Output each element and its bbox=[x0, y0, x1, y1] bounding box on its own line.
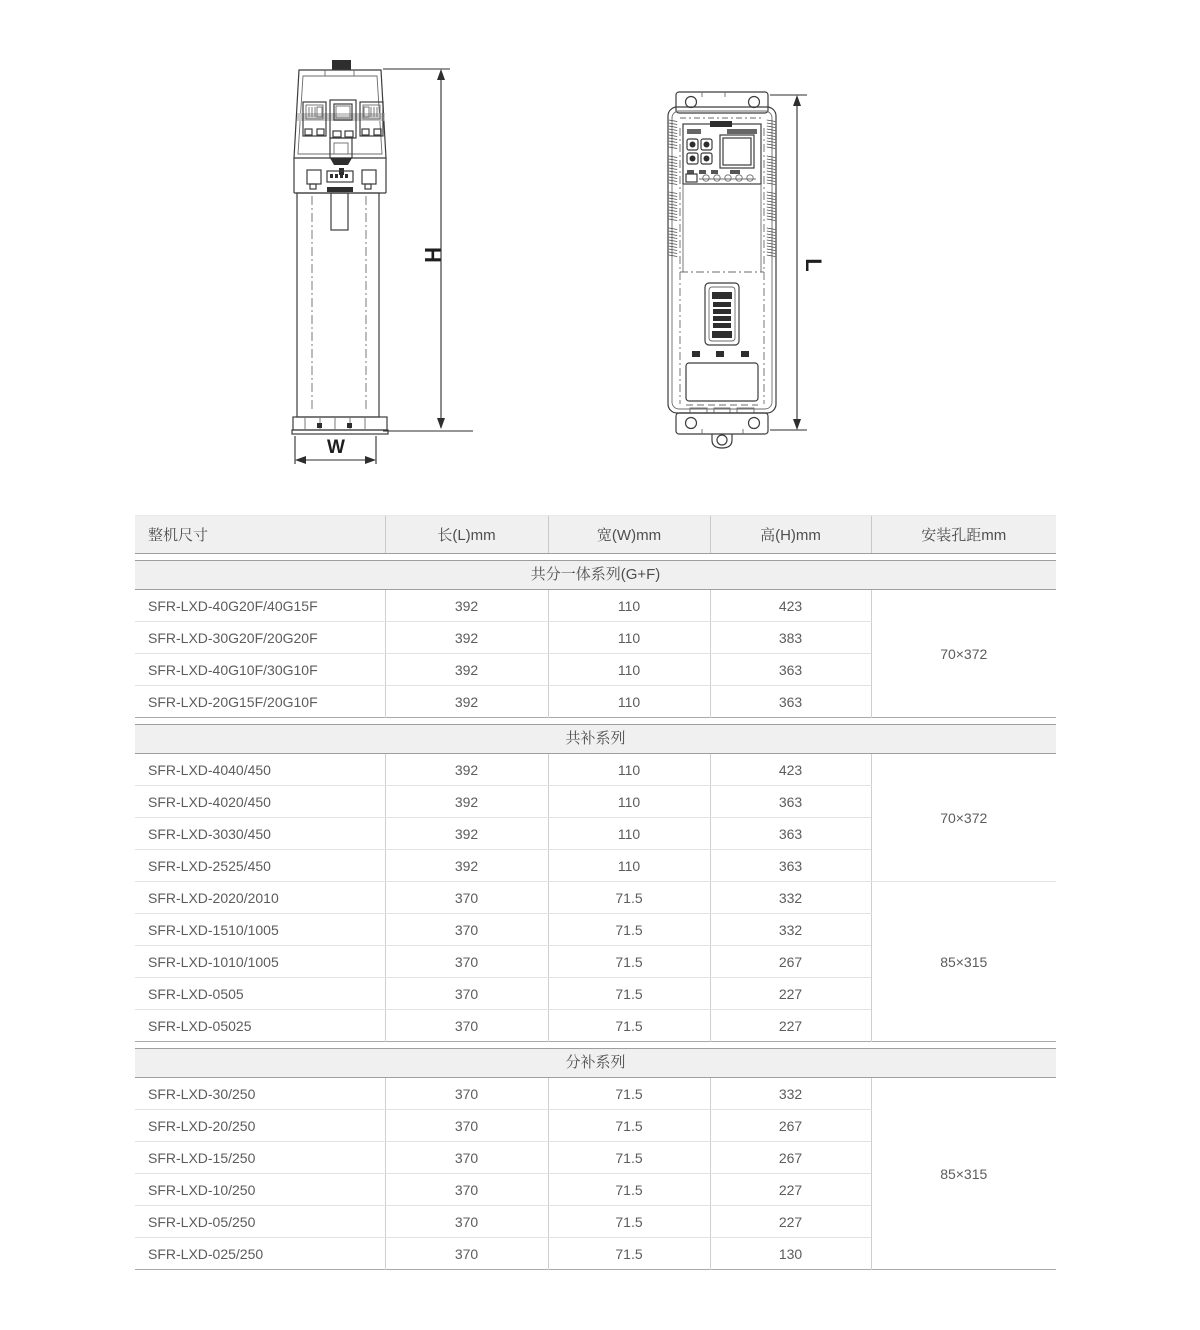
height-cell: 332 bbox=[710, 914, 871, 946]
model-cell: SFR-LXD-30G20F/20G20F bbox=[135, 622, 385, 654]
height-cell: 227 bbox=[710, 1010, 871, 1042]
width-cell: 110 bbox=[548, 786, 710, 818]
mounting-distance-cell: 70×372 bbox=[871, 754, 1056, 882]
section-table bbox=[135, 590, 1056, 718]
length-cell: 370 bbox=[385, 1206, 548, 1238]
width-cell: 110 bbox=[548, 590, 710, 622]
height-cell: 227 bbox=[710, 978, 871, 1010]
height-cell: 363 bbox=[710, 850, 871, 882]
width-cell: 110 bbox=[548, 754, 710, 786]
model-cell: SFR-LXD-025/250 bbox=[148, 1245, 264, 1262]
width-cell: 110 bbox=[548, 686, 710, 718]
top-tab bbox=[332, 60, 351, 70]
length-label: L bbox=[801, 258, 826, 272]
length-cell: 370 bbox=[385, 1174, 548, 1206]
height-cell: 363 bbox=[710, 654, 871, 686]
width-cell: 71.5 bbox=[548, 1010, 710, 1042]
length-cell: 392 bbox=[385, 786, 548, 818]
panel-buttons bbox=[687, 139, 712, 164]
heatsink-fins bbox=[669, 120, 775, 257]
display-panel bbox=[683, 121, 761, 184]
length-cell: 370 bbox=[385, 946, 548, 978]
model-cell: SFR-LXD-1510/1005 bbox=[135, 914, 385, 946]
model-cell: SFR-LXD-40G20F/40G15F bbox=[135, 590, 385, 622]
model-cell: SFR-LXD-20G15F/20G10F bbox=[148, 693, 318, 710]
terminal-block bbox=[360, 102, 383, 136]
model-cell: SFR-LXD-2020/2010 bbox=[135, 882, 385, 914]
length-cell: 370 bbox=[385, 1110, 548, 1142]
panel-label-left bbox=[687, 129, 701, 134]
section-title: 分补系列 bbox=[135, 1048, 1056, 1078]
table-row bbox=[135, 1078, 1056, 1110]
length-cell: 392 bbox=[385, 850, 548, 882]
terminal-block bbox=[303, 102, 326, 136]
column-header: 长(L)mm bbox=[385, 516, 548, 554]
model-cell: SFR-LXD-05025 bbox=[148, 1017, 252, 1034]
section-table bbox=[135, 754, 1056, 1042]
panel-indicator-row bbox=[686, 170, 756, 182]
device-head bbox=[294, 70, 386, 175]
panel-view-drawing bbox=[650, 82, 830, 452]
top-mounting-bracket bbox=[676, 92, 768, 113]
indicator-squares bbox=[692, 351, 749, 357]
column-header: 安装孔距mm bbox=[871, 516, 1056, 554]
width-cell: 71.5 bbox=[548, 1238, 710, 1270]
length-cell: 370 bbox=[385, 1238, 548, 1270]
model-cell: SFR-LXD-05/250 bbox=[135, 1206, 385, 1238]
dimensions-table bbox=[135, 515, 1056, 1270]
width-cell: 71.5 bbox=[548, 1142, 710, 1174]
model-cell: SFR-LXD-4040/450 bbox=[135, 754, 385, 786]
bottom-mounting-bracket bbox=[676, 413, 768, 448]
mid-compartment bbox=[680, 184, 764, 272]
width-cell: 71.5 bbox=[548, 1110, 710, 1142]
width-dimension bbox=[295, 436, 376, 464]
width-cell: 110 bbox=[548, 622, 710, 654]
height-cell: 423 bbox=[710, 754, 871, 786]
mounting-distance-cell: 85×315 bbox=[871, 882, 1056, 1042]
width-cell: 71.5 bbox=[548, 1206, 710, 1238]
length-dimension bbox=[770, 95, 826, 430]
table-row bbox=[135, 882, 1056, 914]
height-cell: 227 bbox=[710, 1206, 871, 1238]
device-base bbox=[292, 417, 388, 434]
width-cell: 71.5 bbox=[548, 946, 710, 978]
width-cell: 71.5 bbox=[548, 1078, 710, 1110]
length-cell: 392 bbox=[385, 754, 548, 786]
model-cell: SFR-LXD-40G10F/30G10F bbox=[135, 654, 385, 686]
column-header: 高(H)mm bbox=[710, 516, 871, 554]
column-header: 宽(W)mm bbox=[548, 516, 710, 554]
model-cell: SFR-LXD-4020/450 bbox=[135, 786, 385, 818]
length-cell: 392 bbox=[385, 818, 548, 850]
mounting-distance-cell: 85×315 bbox=[871, 1078, 1056, 1270]
height-cell: 363 bbox=[710, 786, 871, 818]
panel-top-tab bbox=[710, 121, 732, 127]
height-cell: 423 bbox=[710, 590, 871, 622]
lower-access-panel bbox=[686, 363, 758, 413]
height-cell: 383 bbox=[710, 622, 871, 654]
height-cell: 267 bbox=[710, 1142, 871, 1174]
length-cell: 370 bbox=[385, 1078, 548, 1110]
model-cell: SFR-LXD-1010/1005 bbox=[135, 946, 385, 978]
width-cell: 71.5 bbox=[548, 882, 710, 914]
model-cell: SFR-LXD-10/250 bbox=[135, 1174, 385, 1206]
table-header-row bbox=[135, 515, 1056, 554]
model-cell: SFR-LXD-20/250 bbox=[135, 1110, 385, 1142]
width-cell: 110 bbox=[548, 818, 710, 850]
length-cell: 392 bbox=[385, 590, 548, 622]
section-table bbox=[135, 1078, 1056, 1270]
table-row bbox=[135, 754, 1056, 786]
height-cell: 332 bbox=[710, 882, 871, 914]
capacitor-body bbox=[297, 193, 379, 417]
mounting-distance-cell: 70×372 bbox=[871, 590, 1056, 718]
table-row bbox=[135, 590, 1056, 622]
length-cell: 392 bbox=[385, 654, 548, 686]
lcd-screen bbox=[720, 135, 754, 168]
width-cell: 71.5 bbox=[548, 978, 710, 1010]
width-cell: 110 bbox=[548, 654, 710, 686]
height-cell: 130 bbox=[710, 1238, 871, 1270]
height-cell: 267 bbox=[710, 946, 871, 978]
length-cell: 370 bbox=[385, 978, 548, 1010]
breaker-switch bbox=[705, 283, 739, 345]
model-cell: SFR-LXD-30/250 bbox=[135, 1078, 385, 1110]
height-cell: 363 bbox=[710, 818, 871, 850]
device-body bbox=[668, 107, 776, 413]
length-cell: 370 bbox=[385, 914, 548, 946]
column-header: 整机尺寸 bbox=[135, 516, 385, 554]
length-cell: 392 bbox=[385, 622, 548, 654]
height-dimension bbox=[383, 69, 473, 431]
height-cell: 332 bbox=[710, 1078, 871, 1110]
model-cell: SFR-LXD-2525/450 bbox=[135, 850, 385, 882]
length-cell: 370 bbox=[385, 1142, 548, 1174]
height-label: H bbox=[420, 247, 445, 263]
model-cell: SFR-LXD-3030/450 bbox=[135, 818, 385, 850]
section-title: 共补系列 bbox=[135, 724, 1056, 754]
length-cell: 392 bbox=[385, 686, 548, 718]
model-cell: SFR-LXD-0505 bbox=[135, 978, 385, 1010]
length-cell: 370 bbox=[385, 882, 548, 914]
panel-label-right bbox=[727, 129, 757, 134]
width-cell: 71.5 bbox=[548, 1174, 710, 1206]
width-cell: 110 bbox=[548, 850, 710, 882]
height-cell: 267 bbox=[710, 1110, 871, 1142]
front-view-drawing bbox=[270, 50, 540, 480]
width-label: W bbox=[327, 437, 345, 458]
section-title: 共分一体系列(G+F) bbox=[135, 560, 1056, 590]
height-cell: 227 bbox=[710, 1174, 871, 1206]
model-cell: SFR-LXD-15/250 bbox=[135, 1142, 385, 1174]
width-cell: 71.5 bbox=[548, 914, 710, 946]
length-cell: 370 bbox=[385, 1010, 548, 1042]
height-cell: 363 bbox=[710, 686, 871, 718]
